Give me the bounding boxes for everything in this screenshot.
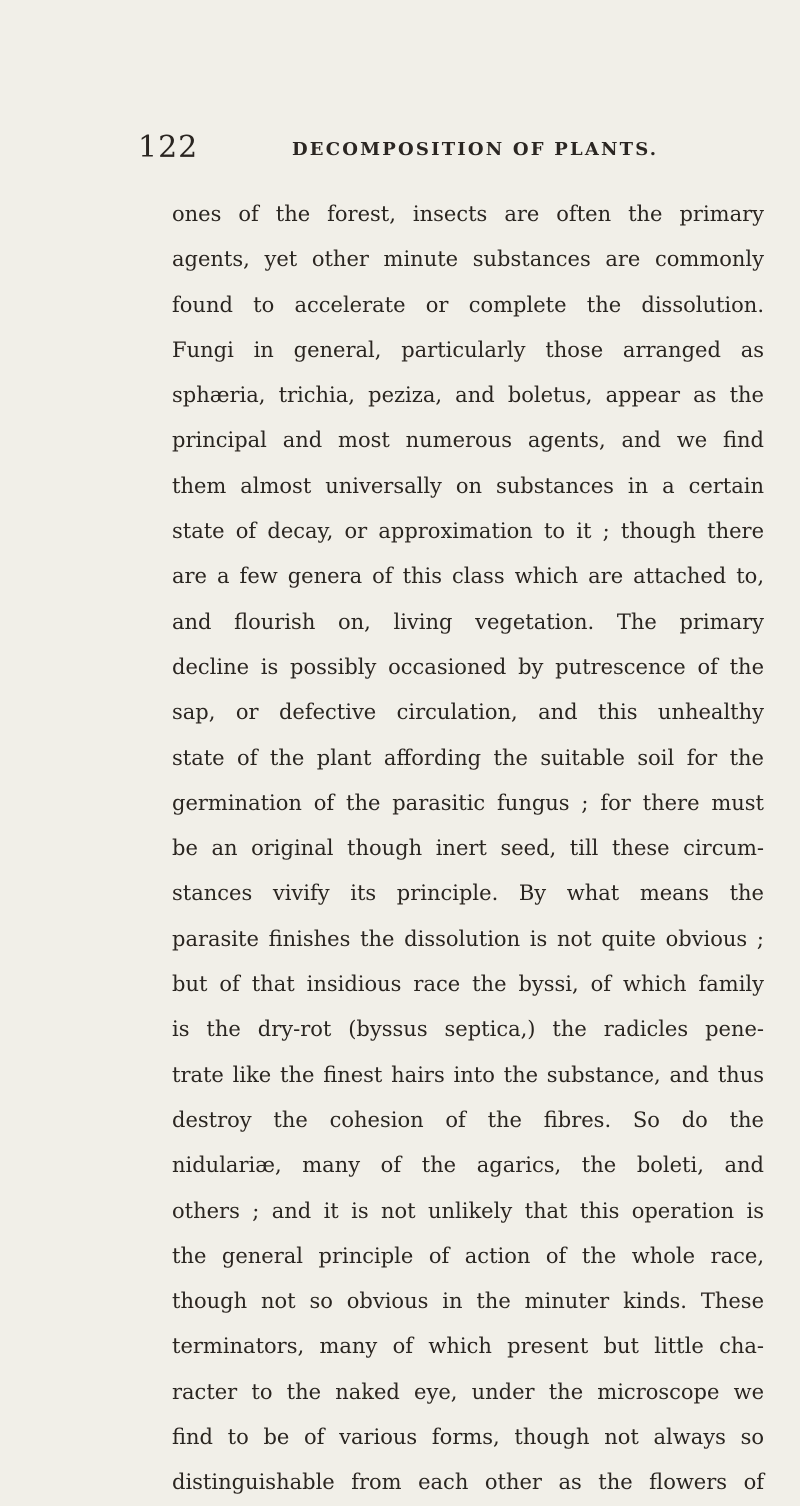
text-line: parasite finishes the dissolution is not quite obvious ;	[172, 926, 764, 951]
text-line: stances vivify its principle. By what means the	[172, 881, 764, 906]
text-line: and flourish on, living vegetation. The primary	[172, 609, 764, 634]
text-line: ones of the forest, insects are often the primary	[172, 202, 764, 226]
text-line: destroy the cohesion of the fibres. So do the	[172, 1107, 764, 1132]
text-line: the general principle of action of the whole race,	[172, 1243, 764, 1268]
text-line: germination of the parasitic fungus ; for there must	[172, 790, 764, 815]
text-line: are a few genera of this class which are attached to,	[172, 564, 764, 589]
page-number: 122	[138, 130, 199, 165]
text-line: found to accelerate or complete the dissolution.	[172, 292, 764, 317]
text-line: them almost universally on substances in a certain	[172, 473, 764, 498]
text-line: sphæria, trichia, peziza, and boletus, appear as the	[172, 383, 764, 408]
text-line: but of that insidious race the byssi, of which family	[172, 972, 764, 997]
text-line: trate like the finest hairs into the substance, and thus	[172, 1062, 764, 1087]
text-line: find to be of various forms, though not always so	[172, 1425, 764, 1450]
text-line: racter to the naked eye, under the microscope we	[172, 1379, 764, 1404]
text-line: though not so obvious in the minuter kinds. These	[172, 1289, 764, 1314]
running-head: DECOMPOSITION OF PLANTS.	[292, 139, 659, 160]
text-line: terminators, many of which present but little cha-	[172, 1334, 764, 1359]
text-line: is the dry-rot (byssus septica,) the radicles pene-	[172, 1017, 764, 1042]
text-line: sap, or defective circulation, and this unhealthy	[172, 700, 764, 725]
text-line: be an original though inert seed, till these circum-	[172, 836, 764, 861]
text-line: others ; and it is not unlikely that this operation is	[172, 1198, 764, 1223]
text-line: nidulariæ, many of the agarics, the boleti, and	[172, 1153, 764, 1178]
text-line: state of the plant affording the suitable soil for the	[172, 745, 764, 770]
text-line: distinguishable from each other as the flowers of	[172, 1470, 764, 1495]
page-header	[138, 130, 778, 176]
text-line: principal and most numerous agents, and we find	[172, 428, 764, 453]
text-line: agents, yet other minute substances are commonly	[172, 247, 764, 272]
text-line: Fungi in general, particularly those arranged as	[172, 337, 764, 362]
text-line: decline is possibly occasioned by putrescence of the	[172, 654, 764, 679]
body-text	[172, 192, 764, 1506]
text-line: state of decay, or approximation to it ; though there	[172, 519, 764, 544]
